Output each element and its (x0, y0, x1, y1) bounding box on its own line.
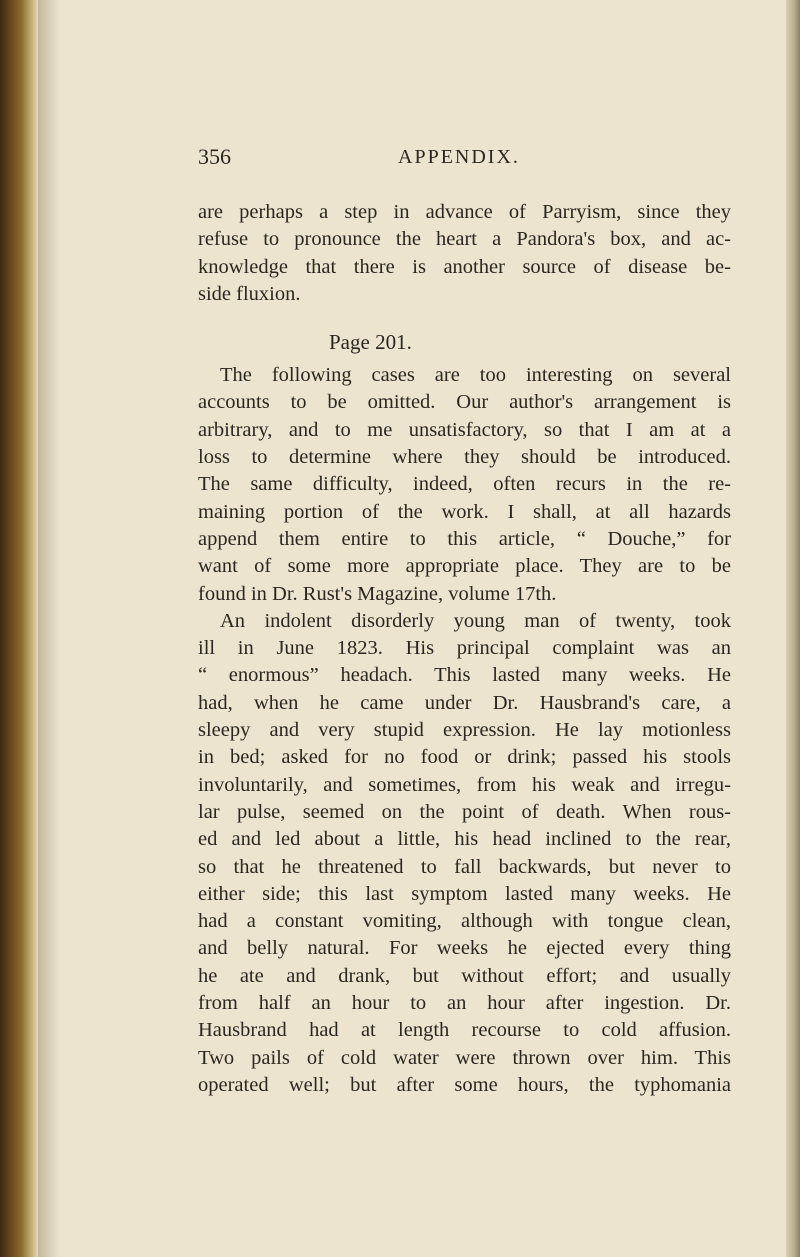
page-gutter-shadow (38, 0, 60, 1257)
text-line: and belly natural. For weeks he ejected every thing (198, 937, 731, 960)
text-line: want of some more appropriate place. They are to be (198, 555, 731, 578)
text-line: ed and led about a little, his head inclined to the rear, (198, 828, 731, 851)
text-line: so that he threatened to fall backwards, but never to (198, 855, 731, 878)
text-line: are perhaps a step in advance of Parryism, since they (198, 201, 731, 223)
text-line: An indolent disorderly young man of twenty, took (220, 609, 731, 632)
text-line: Two pails of cold water were thrown over him. This (198, 1046, 731, 1069)
text-line: The following cases are too interesting on several (220, 364, 731, 387)
text-line: ill in June 1823. His principal complaint was an (198, 637, 731, 660)
text-line: had, when he came under Dr. Hausbrand's care, a (198, 691, 731, 714)
text-line: maining portion of the work. I shall, at all hazards (198, 500, 731, 523)
text-line: accounts to be omitted. Our author's arrangement is (198, 391, 731, 414)
text-line: lar pulse, seemed on the point of death. When rous- (198, 800, 731, 823)
text-line: had a constant vomiting, although with tongue clean, (198, 910, 731, 933)
text-line: operated well; but after some hours, the typhomania (198, 1073, 731, 1096)
text-line: either side; this last symptom lasted many weeks. He (198, 882, 731, 905)
text-line: refuse to pronounce the heart a Pandora's box, and ac- (198, 228, 731, 251)
text-line: found in Dr. Rust's Magazine, volume 17th. (198, 582, 557, 605)
running-title: APPENDIX. (398, 146, 520, 168)
text-line: arbitrary, and to me unsatisfactory, so that I am at a (198, 418, 731, 441)
book-spine (0, 0, 38, 1257)
text-line: from half an hour to an hour after ingestion. Dr. (198, 992, 731, 1015)
text-line: Hausbrand had at length recourse to cold affusion. (198, 1019, 731, 1042)
text-line: in bed; asked for no food or drink; passed his stools (198, 746, 731, 769)
text-line: he ate and drank, but without effort; and usually (198, 964, 731, 987)
text-line: side fluxion. (198, 282, 301, 305)
page-body (198, 199, 731, 1099)
text-line: append them entire to this article, “ Douche,” for (198, 527, 731, 550)
text-line: The same difficulty, indeed, often recurs in the re- (198, 473, 731, 496)
text-line: loss to determine where they should be introduced. (198, 446, 731, 469)
text-line: knowledge that there is another source of disease be- (198, 255, 731, 278)
text-line: sleepy and very stupid expression. He lay motionless (198, 719, 731, 742)
page-edge (786, 0, 800, 1257)
page-number: 356 (198, 144, 231, 169)
section-heading: Page 201. (329, 330, 412, 355)
text-line: involuntarily, and sometimes, from his weak and irregu- (198, 773, 731, 796)
text-line: “ enormous” headach. This lasted many weeks. He (198, 664, 731, 687)
